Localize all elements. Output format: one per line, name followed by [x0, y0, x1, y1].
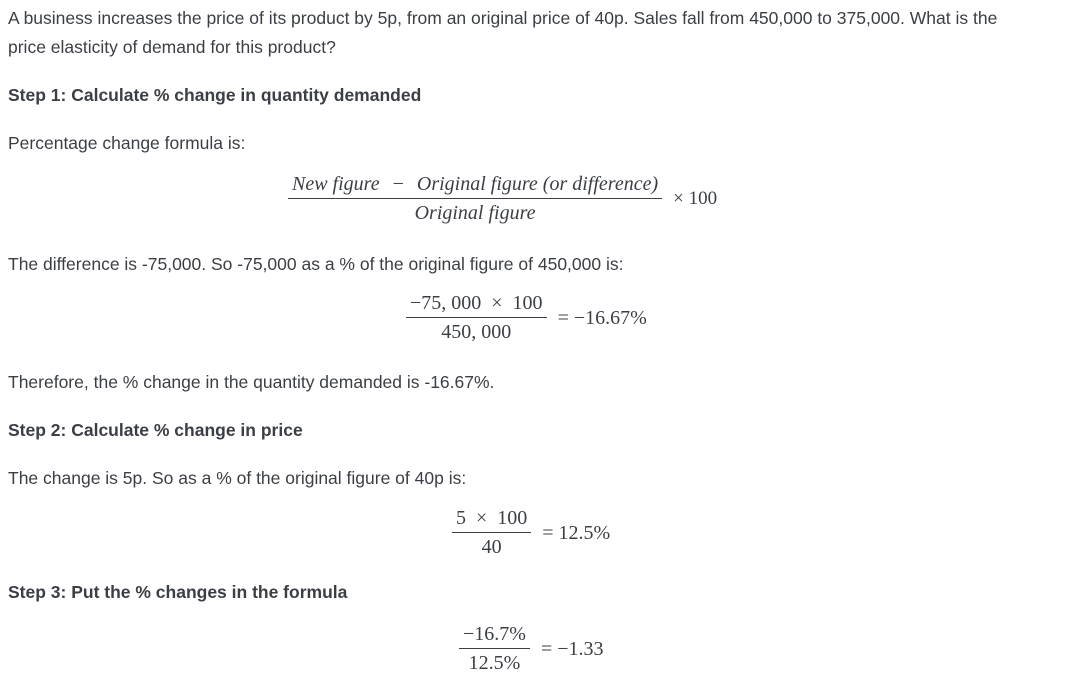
- percentage-change-formula: [288, 173, 717, 225]
- formula-multiplier: × 100: [673, 188, 718, 209]
- formula-fraction: [288, 173, 662, 225]
- step3-heading: Step 3: Put the % changes in the formula: [8, 582, 348, 602]
- step2-result: = 12.5%: [542, 521, 611, 544]
- step1-fraction: [406, 292, 547, 344]
- step1-conclusion: Therefore, the % change in the quantity demanded is -16.67%.: [8, 372, 495, 392]
- step1-difference-text: The difference is -75,000. So -75,000 as a % of the original figure of 450,000 is:: [8, 254, 624, 274]
- formula-numerator: New figure − Original figure (or difference): [288, 173, 662, 199]
- step1-denominator: 450, 000: [441, 321, 512, 343]
- step1-result: = −16.67%: [557, 306, 647, 329]
- step1-calculation: [406, 292, 647, 344]
- step1-heading: Step 1: Calculate % change in quantity demanded: [8, 85, 422, 105]
- step3-fraction: [459, 623, 530, 675]
- question-line-1: A business increases the price of its product by 5p, from an original price of 40p. Sales fall from 450,000 to 375,000. What is the: [8, 8, 998, 28]
- step2-numerator: 5 × 100: [452, 507, 531, 533]
- step3-numerator: −16.7%: [459, 623, 530, 649]
- step3-calculation: [459, 623, 604, 675]
- step3-result: = −1.33: [540, 637, 604, 660]
- formula-denominator: Original figure: [414, 202, 536, 224]
- step2-fraction: [452, 507, 531, 559]
- step2-calculation: [452, 507, 610, 559]
- step1-intro: Percentage change formula is:: [8, 133, 246, 153]
- step3-denominator: 12.5%: [468, 652, 521, 674]
- step2-heading: Step 2: Calculate % change in price: [8, 420, 303, 440]
- question-line-2: price elasticity of demand for this product?: [8, 37, 336, 57]
- step1-numerator: −75, 000 × 100: [406, 292, 547, 318]
- step2-denominator: 40: [481, 536, 502, 558]
- step2-intro: The change is 5p. So as a % of the original figure of 40p is:: [8, 468, 467, 488]
